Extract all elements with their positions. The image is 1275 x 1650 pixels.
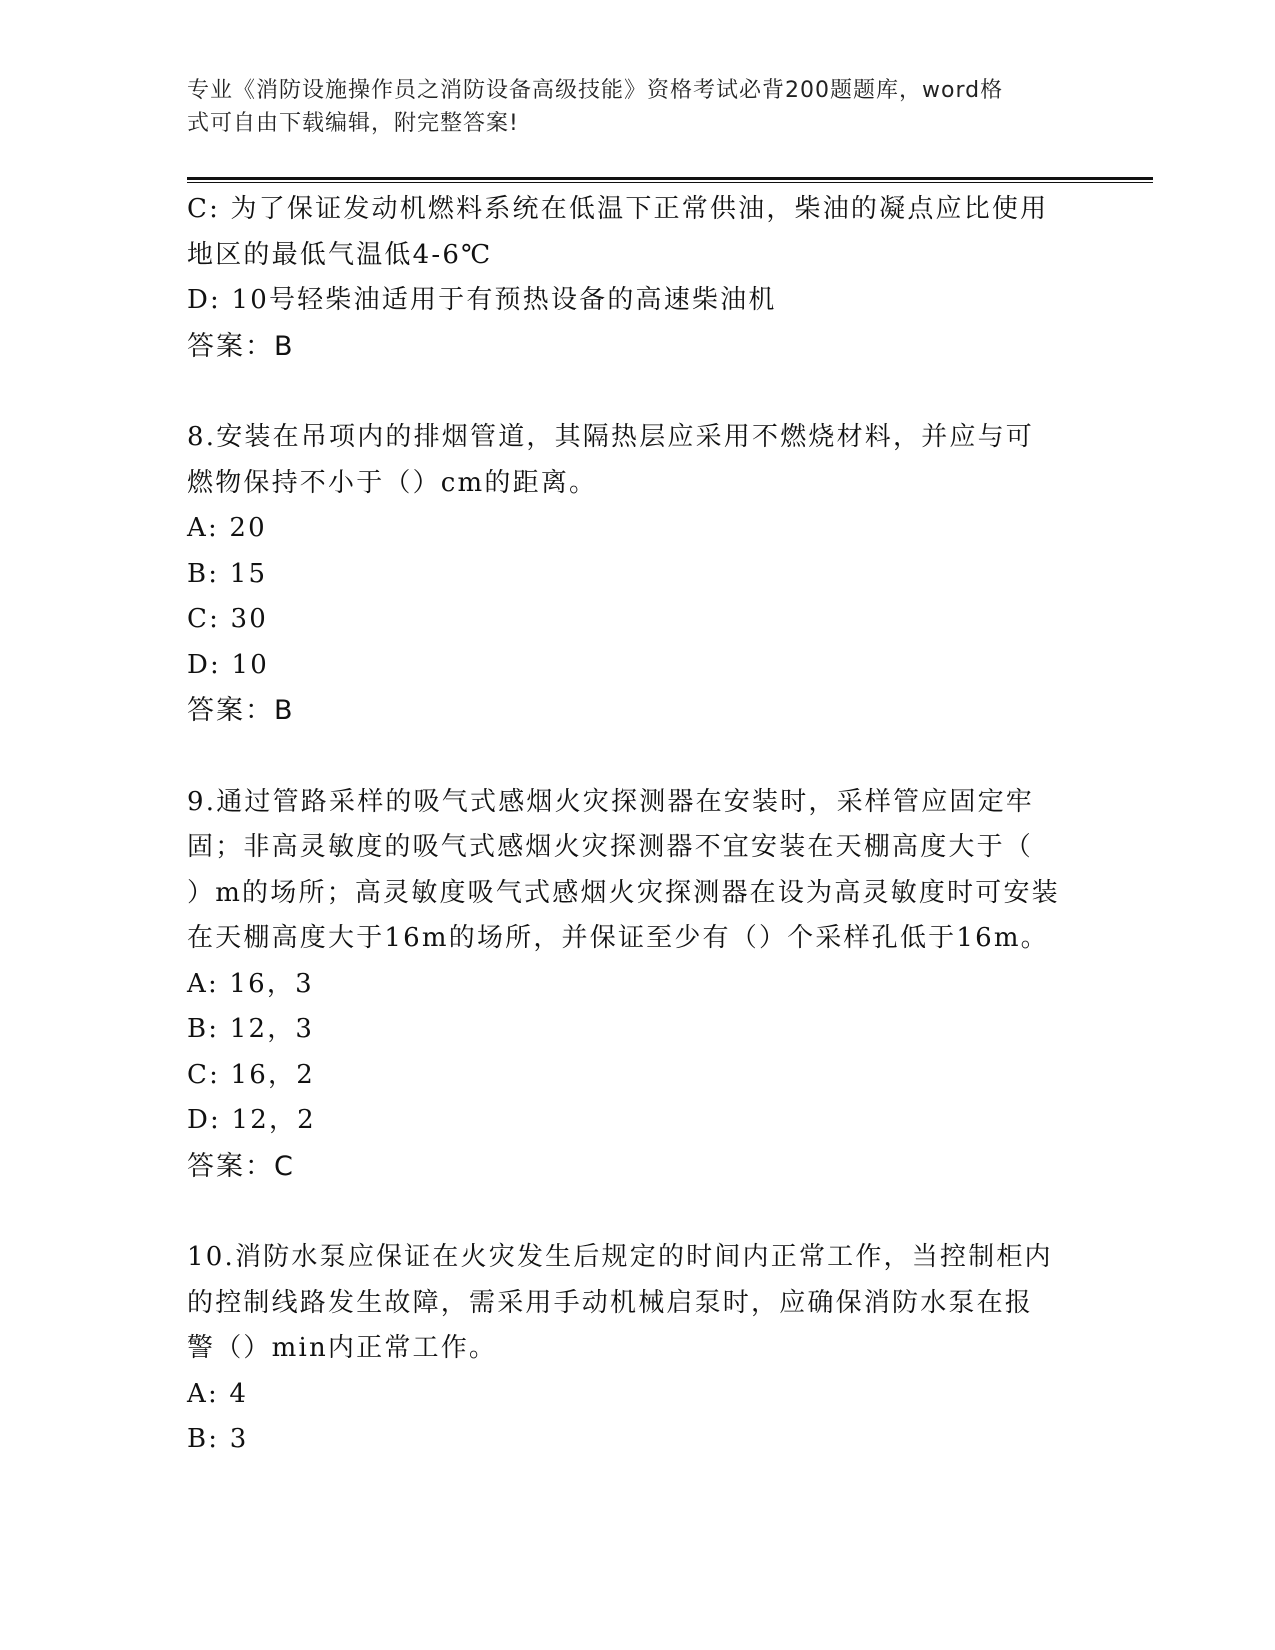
- question-7-tail: [187, 187, 1087, 369]
- q8-option-c: C: 30: [187, 604, 269, 634]
- q8-answer: 答案：B: [187, 695, 295, 726]
- q8-option-a: A: 20: [187, 513, 267, 543]
- q8-option-d: D: 10: [187, 649, 269, 680]
- spacer: [187, 734, 1087, 780]
- spacer: [187, 1189, 1087, 1235]
- q7-option-d: D: 10号轻柴油适用于有预热设备的高速柴油机: [187, 285, 777, 315]
- q8-stem-line-1: 8.安装在吊项内的排烟管道，其隔热层应采用不燃烧材料，并应与可: [187, 422, 1035, 452]
- q10-stem-line-1: 10.消防水泵应保证在火灾发生后规定的时间内正常工作，当控制柜内: [187, 1242, 1053, 1272]
- q9-answer: 答案：C: [187, 1150, 295, 1182]
- q7-answer: 答案：B: [187, 330, 295, 362]
- q9-stem-line-4: 在天棚高度大于16m的场所，并保证至少有（）个采样孔低于16m。: [187, 923, 1049, 953]
- spacer: [187, 369, 1087, 415]
- question-10: [187, 1235, 1087, 1463]
- q7-option-c-line-2: 地区的最低气温低4-6℃: [187, 239, 493, 270]
- q10-option-b: B: 3: [187, 1424, 249, 1454]
- question-9: [187, 780, 1087, 1190]
- question-content: [187, 187, 1087, 1463]
- q9-stem-line-2: 固；非高灵敏度的吸气式感烟火灾探测器不宜安装在天棚高度大于（: [187, 832, 1034, 862]
- header-line-2: 式可自由下载编辑，附完整答案!: [187, 111, 519, 136]
- q9-option-b: B: 12，3: [187, 1014, 315, 1044]
- q8-stem-line-2: 燃物保持不小于（）cm的距离。: [187, 467, 598, 498]
- q9-option-d: D: 12，2: [187, 1105, 316, 1135]
- q10-stem-line-3: 警（）min内正常工作。: [187, 1333, 498, 1363]
- q10-stem-line-2: 的控制线路发生故障，需采用手动机械启泵时，应确保消防水泵在报: [187, 1287, 1034, 1318]
- question-8: [187, 415, 1087, 734]
- q8-option-b: B: 15: [187, 558, 268, 589]
- header-divider-thick: [187, 177, 1153, 180]
- q9-option-c: C: 16，2: [187, 1059, 315, 1090]
- q9-stem-line-3: ）m的场所；高灵敏度吸气式感烟火灾探测器在设为高灵敏度时可安装: [187, 877, 1060, 908]
- document-header: [187, 74, 1067, 140]
- q9-option-a: A: 16，3: [187, 968, 314, 999]
- header-line-1: 专业《消防设施操作员之消防设备高级技能》资格考试必背200题题库，word格: [187, 78, 1004, 103]
- header-divider-thin: [187, 182, 1153, 183]
- q10-option-a: A: 4: [187, 1378, 249, 1409]
- q9-stem-line-1: 9.通过管路采样的吸气式感烟火灾探测器在安装时，采样管应固定牢: [187, 786, 1035, 817]
- q7-option-c-line-1: C: 为了保证发动机燃料系统在低温下正常供油，柴油的凝点应比使用: [187, 194, 1049, 224]
